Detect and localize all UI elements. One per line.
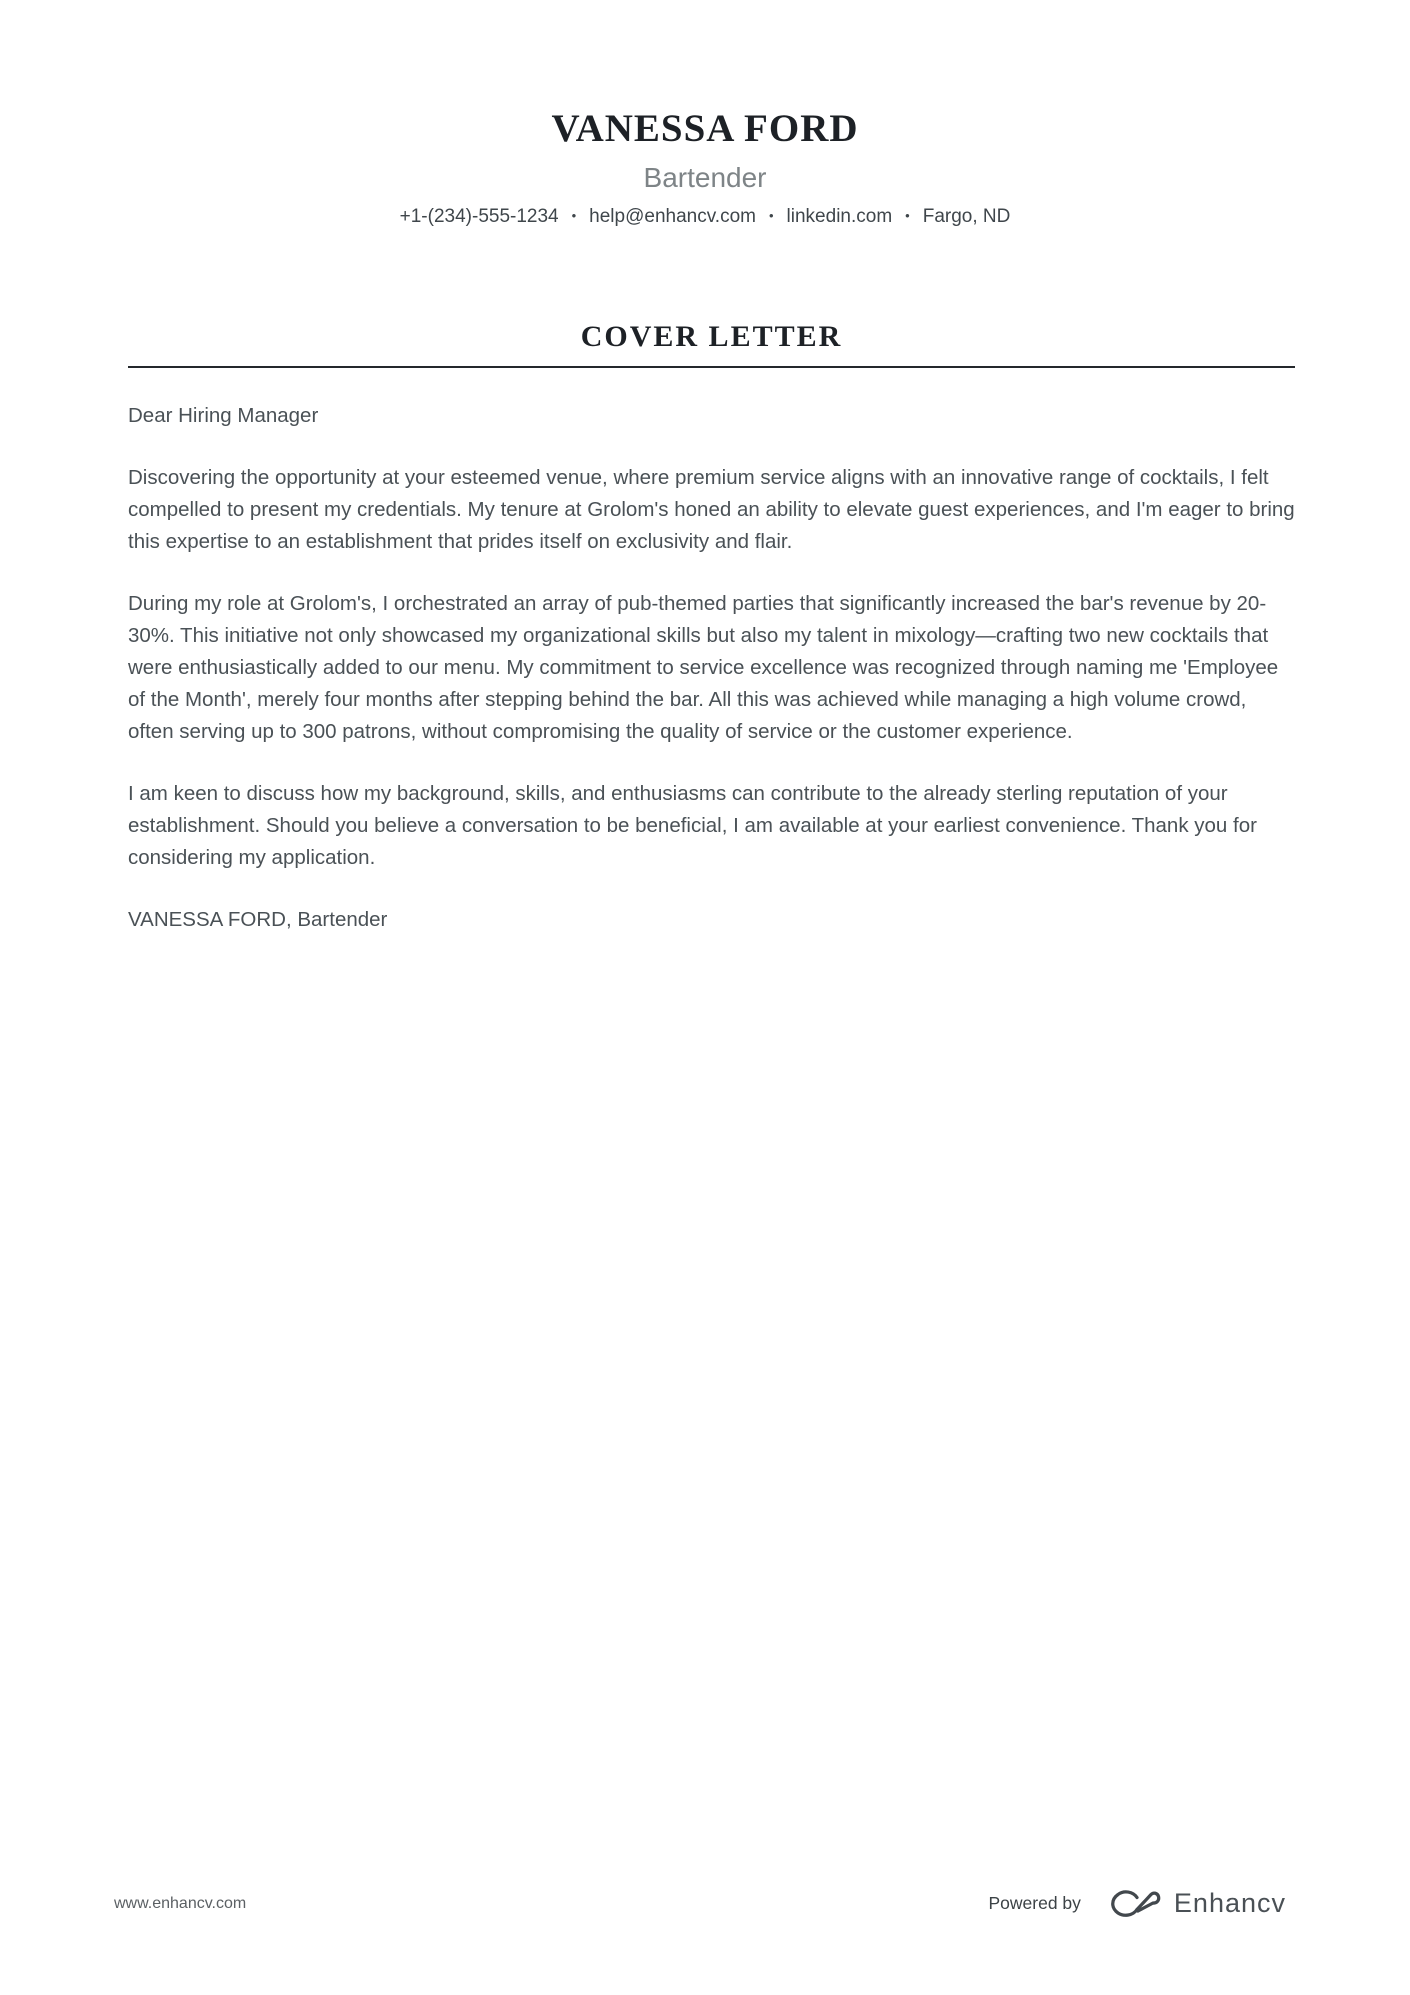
location: Fargo, ND [922, 206, 1011, 227]
enhancv-logo-icon [1107, 1888, 1163, 1919]
phone-number: +1-(234)-555-1234 [399, 206, 559, 227]
person-name: VANESSA FORD [551, 107, 859, 150]
page-footer [114, 1888, 1286, 1919]
divider [128, 366, 1295, 368]
paragraph: During my role at Grolom's, I orchestrated an array of pub-themed parties that significantly increased the bar's revenue by 20-30%. This initiative not only showcased my organizational skills but also my talent in mixology—crafting two new cocktails that were enthusiastically added to our menu. My commitment to service excellence was recognized through naming me 'Employee of the Month', merely four months after stepping behind the bar. All this was achieved while managing a high volume crowd, often serving up to 300 patrons, without compromising the quality of service or the customer experience. [128, 592, 1279, 743]
bullet-separator: • [905, 208, 910, 223]
website-link[interactable]: www.enhancv.com [114, 1894, 247, 1912]
email-address: help@enhancv.com [589, 206, 756, 227]
section-title: COVER LETTER [580, 320, 843, 353]
enhancv-brand-link[interactable] [1107, 1888, 1286, 1919]
signature: VANESSA FORD, Bartender [128, 908, 388, 931]
letter-body [128, 318, 1295, 936]
bullet-separator: • [571, 208, 577, 223]
bullet-separator: • [768, 208, 774, 223]
paragraph: I am keen to discuss how my background, skills, and enthusiasms can contribute to the already sterling reputation of your establishment. Should you believe a conversation to be beneficial, I am available at your earliest convenience. Thank you for considering my application. [128, 782, 1257, 869]
job-title: Bartender [643, 162, 767, 193]
powered-by-label: Powered by [988, 1893, 1081, 1913]
powered-by-group [989, 1888, 1287, 1919]
contact-line [0, 204, 1410, 230]
enhancv-wordmark: Enhancv [1173, 1888, 1286, 1918]
paragraph: Discovering the opportunity at your esteemed venue, where premium service aligns with an innovative range of cocktails, I felt compelled to present my credentials. My tenure at Grolom's honed an ability to elevate guest experiences, and I'm eager to bring this expertise to an establishment that prides itself on exclusivity and flair. [128, 466, 1295, 553]
salutation: Dear Hiring Manager [128, 404, 319, 427]
letter-header [0, 0, 1410, 230]
linkedin-link: linkedin.com [786, 206, 893, 227]
